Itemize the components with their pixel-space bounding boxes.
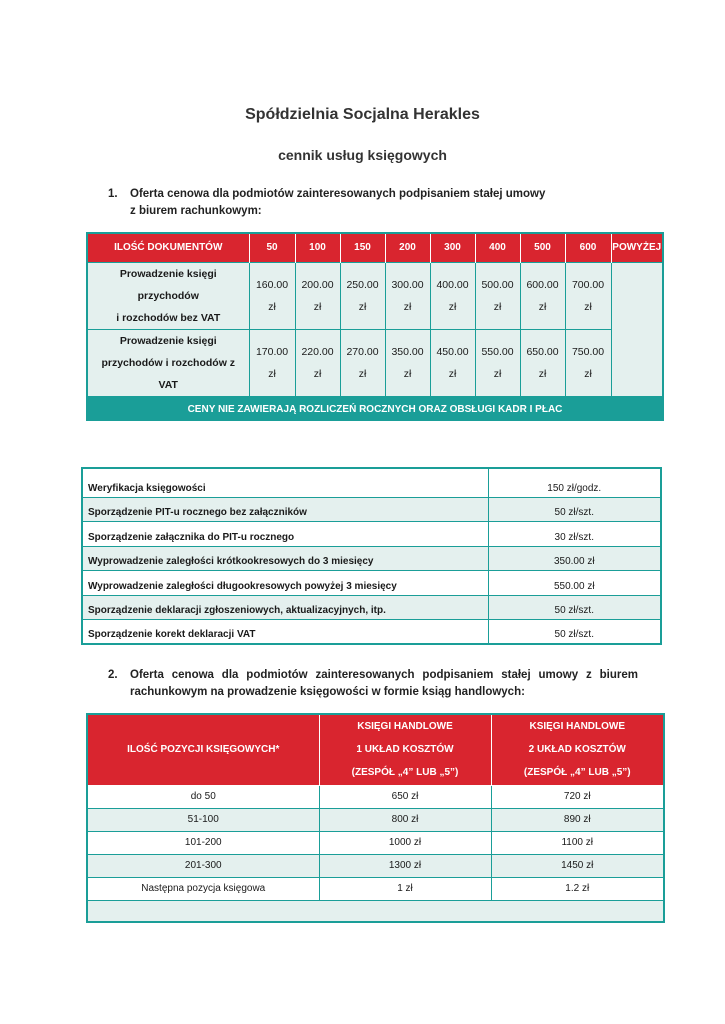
header-cell: ILOŚĆ DOKUMENTÓW (87, 233, 249, 262)
price-table-documents (86, 232, 664, 421)
table-header-row (87, 233, 663, 262)
price-cell: 1300 zł (319, 854, 491, 877)
currency: zł (358, 300, 367, 313)
price-cell (249, 262, 295, 329)
header-cell (319, 714, 491, 785)
price-cell (430, 329, 475, 396)
table-row (87, 329, 663, 396)
table-row (87, 831, 664, 854)
header-line: (ZESPÓŁ „4” LUB „5”) (351, 767, 459, 779)
currency: zł (403, 300, 412, 313)
header-cell: 300 (430, 233, 475, 262)
service-name: Weryfikacja księgowości (82, 468, 488, 497)
range-cell: 51-100 (87, 808, 319, 831)
section-line: rachunkowym na prowadzenie księgowości w formie ksiąg handlowych: (130, 686, 525, 698)
price-value: 700.00 (571, 278, 605, 291)
price-cell (430, 262, 475, 329)
price-cell (520, 262, 565, 329)
price-value: 160.00 (255, 278, 289, 291)
price-cell (295, 262, 340, 329)
currency: zł (448, 367, 457, 380)
service-name: Wyprowadzenie zaległości krótkookresowych do 3 miesięcy (82, 546, 488, 571)
label-line: przychodów (137, 289, 199, 302)
header-cell: 100 (295, 233, 340, 262)
page-title: Spółdzielnia Socjalna Herakles (245, 106, 480, 123)
row-label (87, 329, 249, 396)
service-price: 30 zł/szt. (488, 522, 661, 547)
price-value: 270.00 (346, 345, 379, 358)
price-value: 400.00 (436, 278, 469, 291)
section-line: Oferta cenowa dla podmiotów zainteresowanych podpisaniem stałej umowy z biurem (130, 669, 638, 681)
price-value: 450.00 (436, 345, 469, 358)
row-label (87, 262, 249, 329)
table-row (82, 497, 661, 522)
table-header-row (87, 714, 664, 785)
price-cell: 1450 zł (491, 854, 664, 877)
price-cell (475, 262, 520, 329)
section-2-heading (108, 667, 638, 701)
service-price: 350.00 zł (488, 546, 661, 571)
header-line: 2 UKŁAD KOSZTÓW (528, 744, 626, 756)
price-cell: 1 zł (319, 877, 491, 900)
service-name: Wyprowadzenie zaległości długookresowych powyżej 3 miesięcy (82, 571, 488, 596)
range-cell: Następna pozycja księgowa (87, 877, 319, 900)
services-price-table (81, 467, 662, 645)
service-price: 50 zł/szt. (488, 595, 661, 620)
table-row (87, 808, 664, 831)
header-cell (491, 714, 664, 785)
header-cell: 600 (565, 233, 611, 262)
section-line: z biurem rachunkowym: (130, 205, 262, 217)
label-line: i rozchodów bez VAT (116, 311, 221, 324)
currency: zł (493, 300, 502, 313)
price-cell: 650 zł (319, 785, 491, 808)
price-cell (249, 329, 295, 396)
header-cell: 150 (340, 233, 385, 262)
price-value: 500.00 (481, 278, 514, 291)
currency: zł (538, 367, 547, 380)
range-cell: 101-200 (87, 831, 319, 854)
range-cell: 201-300 (87, 854, 319, 877)
price-value: 200.00 (301, 278, 334, 291)
price-value: 750.00 (571, 345, 605, 358)
empty-cell (611, 262, 663, 396)
table-row (82, 522, 661, 547)
label-line: VAT (158, 378, 178, 391)
currency: zł (448, 300, 457, 313)
table-row (82, 546, 661, 571)
price-value: 600.00 (526, 278, 559, 291)
page-subtitle: cennik usług księgowych (278, 147, 447, 163)
section-number: 1. (108, 188, 118, 200)
section-1-heading (108, 186, 558, 220)
price-cell (340, 262, 385, 329)
price-value: 220.00 (301, 345, 334, 358)
header-cell: ILOŚĆ POZYCJI KSIĘGOWYCH* (87, 714, 319, 785)
label-line: przychodów i rozchodów z (101, 356, 236, 369)
price-cell: 1000 zł (319, 831, 491, 854)
price-cell (385, 329, 430, 396)
empty-cell (87, 900, 664, 922)
section-number: 2. (108, 669, 118, 681)
price-value: 170.00 (255, 345, 289, 358)
table-row (87, 854, 664, 877)
currency: zł (358, 367, 367, 380)
service-name: Sporządzenie PIT-u rocznego bez załączników (82, 497, 488, 522)
range-cell: do 50 (87, 785, 319, 808)
table-row (82, 571, 661, 596)
header-line: KSIĘGI HANDLOWE (529, 721, 626, 733)
price-cell: 1.2 zł (491, 877, 664, 900)
currency: zł (584, 367, 592, 380)
currency: zł (313, 300, 322, 313)
price-cell: 1100 zł (491, 831, 664, 854)
price-cell (565, 329, 611, 396)
currency: zł (268, 367, 276, 380)
price-value: 550.00 (481, 345, 514, 358)
label-line: Prowadzenie księgi (119, 334, 217, 347)
price-cell: 890 zł (491, 808, 664, 831)
service-name: Sporządzenie deklaracji zgłoszeniowych, aktualizacyjnych, itp. (82, 595, 488, 620)
header-cell: 200 (385, 233, 430, 262)
service-name: Sporządzenie korekt deklaracji VAT (82, 620, 488, 645)
header-cell: 50 (249, 233, 295, 262)
commercial-books-price-table (86, 713, 665, 923)
section-line: Oferta cenowa dla podmiotów zainteresowanych podpisaniem stałej umowy (130, 188, 546, 200)
service-price: 550.00 zł (488, 571, 661, 596)
price-value: 300.00 (391, 278, 424, 291)
header-line: (ZESPÓŁ „4” LUB „5”) (523, 767, 631, 779)
price-cell (565, 262, 611, 329)
header-line: KSIĘGI HANDLOWE (357, 721, 453, 733)
header-cell: POWYŻEJ (611, 233, 663, 262)
table-empty-row (87, 900, 664, 922)
service-price: 50 zł/szt. (488, 620, 661, 645)
table-footer-row (87, 396, 663, 420)
currency: zł (403, 367, 412, 380)
service-price: 150 zł/godz. (488, 468, 661, 497)
price-cell: 800 zł (319, 808, 491, 831)
service-name: Sporządzenie załącznika do PIT-u rocznego (82, 522, 488, 547)
table-row (87, 262, 663, 329)
label-line: Prowadzenie księgi (119, 267, 217, 280)
header-line: 1 UKŁAD KOSZTÓW (356, 744, 454, 756)
header-cell: 400 (475, 233, 520, 262)
price-cell (340, 329, 385, 396)
currency: zł (313, 367, 322, 380)
table-row (87, 785, 664, 808)
service-price: 50 zł/szt. (488, 497, 661, 522)
price-value: 350.00 (391, 345, 424, 358)
table-row (82, 595, 661, 620)
price-cell: 720 zł (491, 785, 664, 808)
currency: zł (493, 367, 502, 380)
price-cell (520, 329, 565, 396)
table-row (82, 620, 661, 645)
header-cell: 500 (520, 233, 565, 262)
price-cell (295, 329, 340, 396)
currency: zł (268, 300, 276, 313)
table-row (87, 877, 664, 900)
price-value: 650.00 (526, 345, 559, 358)
price-cell (475, 329, 520, 396)
price-cell (385, 262, 430, 329)
table-row (82, 468, 661, 497)
currency: zł (584, 300, 592, 313)
price-value: 250.00 (346, 278, 379, 291)
footer-note: CENY NIE ZAWIERAJĄ ROZLICZEŃ ROCZNYCH ORAZ OBSŁUGI KADR I PŁAC (87, 396, 663, 420)
currency: zł (538, 300, 547, 313)
